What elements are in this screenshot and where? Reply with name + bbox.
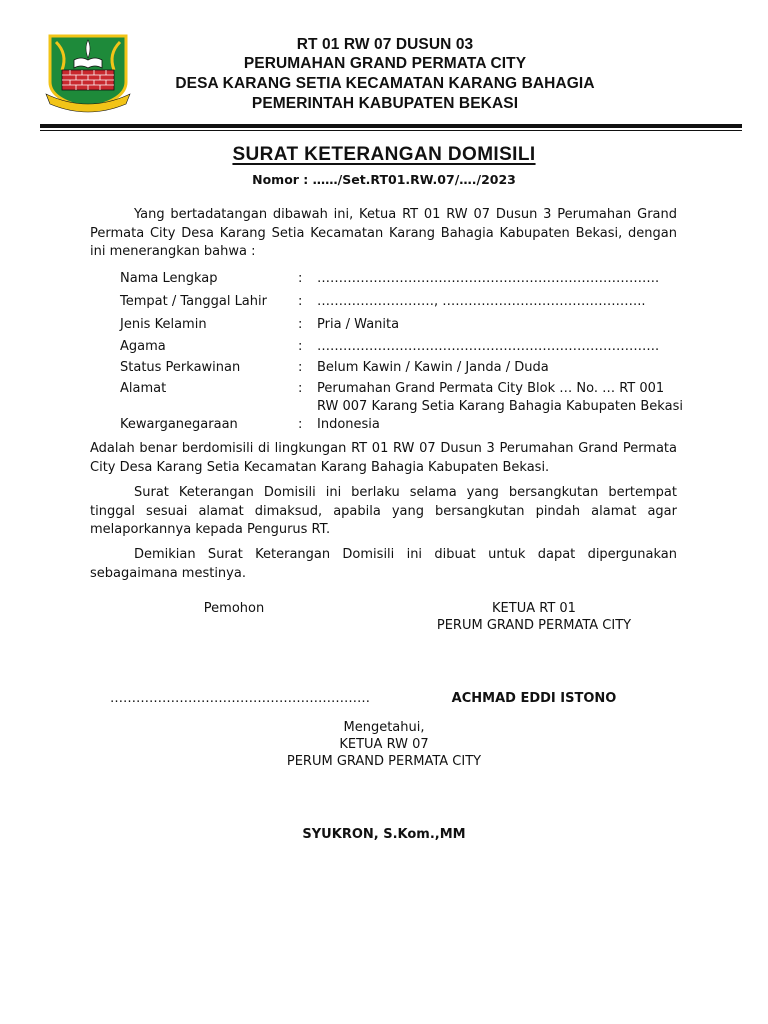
field-colon: : bbox=[298, 381, 303, 396]
document-number: Nomor : ……/Set.RT01.RW.07/…./2023 bbox=[252, 172, 516, 187]
letterhead-divider-thin bbox=[40, 130, 742, 131]
field-value-alamat: Perumahan Grand Permata City Blok … No. … RT 001 RW 007 Karang Setia Karang Bahagia Kabupaten Bekasi bbox=[317, 381, 683, 414]
letterhead-line-rt-rw: RT 01 RW 07 DUSUN 03 bbox=[296, 36, 474, 53]
signature-ketua-rt-org: PERUM GRAND PERMATA CITY bbox=[436, 618, 632, 633]
closing-paragraph: Demikian Surat Keterangan Domisili ini dibuat untuk dapat dipergunakan sebagaimana mestinya. bbox=[90, 547, 677, 581]
field-label-agama: Agama bbox=[120, 339, 166, 354]
field-label-status-perkawinan: Status Perkawinan bbox=[120, 360, 241, 375]
field-colon: : bbox=[298, 271, 303, 286]
field-value-jenis-kelamin: Pria / Wanita bbox=[317, 317, 400, 332]
letterhead-line-perumahan: PERUMAHAN GRAND PERMATA CITY bbox=[243, 55, 527, 72]
field-colon: : bbox=[298, 417, 303, 432]
domicile-statement-paragraph: Adalah benar berdomisili di lingkungan RT 01 RW 07 Dusun 3 Perumahan Grand Permata City Desa Karang Setia Kecamatan Karang Bahagia Kabupaten Bekasi. bbox=[90, 441, 677, 475]
field-label-kewarganegaraan: Kewarganegaraan bbox=[120, 417, 238, 432]
field-value-nama: ……………………………………………………………………. bbox=[317, 271, 660, 286]
field-label-nama: Nama Lengkap bbox=[120, 271, 218, 286]
bekasi-regency-emblem-logo bbox=[44, 30, 132, 114]
field-value-status-perkawinan: Belum Kawin / Kawin / Janda / Duda bbox=[317, 360, 549, 375]
validity-paragraph: Surat Keterangan Domisili ini berlaku selama yang bersangkutan bertempat tinggal sesuai alamat dimaksud, apabila yang bersangkutan pindah alamat agar melaporkannya kepada Pengurus RT. bbox=[90, 485, 677, 537]
signature-ketua-rw-title: KETUA RW 07 bbox=[339, 737, 429, 752]
field-colon: : bbox=[298, 294, 303, 309]
mengetahui-label: Mengetahui, bbox=[343, 720, 425, 735]
field-label-jenis-kelamin: Jenis Kelamin bbox=[120, 317, 207, 332]
field-value-kewarganegaraan: Indonesia bbox=[317, 417, 380, 432]
field-value-agama: ……………………………………………………………………. bbox=[317, 339, 660, 354]
signature-ketua-rt-name: ACHMAD EDDI ISTONO bbox=[451, 691, 617, 706]
letterhead-divider-thick bbox=[40, 124, 742, 128]
letterhead-line-pemerintah: PEMERINTAH KABUPATEN BEKASI bbox=[251, 95, 519, 112]
document-title: SURAT KETERANGAN DOMISILI bbox=[232, 144, 536, 165]
field-colon: : bbox=[298, 339, 303, 354]
signature-ketua-rt-title: KETUA RT 01 bbox=[492, 601, 576, 616]
signature-pemohon-line: …………………………………………………… bbox=[110, 691, 370, 706]
signature-ketua-rw-name: SYUKRON, S.Kom.,MM bbox=[302, 827, 466, 842]
intro-paragraph: Yang bertadatangan dibawah ini, Ketua RT 01 RW 07 Dusun 3 Perumahan Grand Permata City Desa Karang Setia Kecamatan Karang Bahagia Kabupaten Bekasi, dengan ini menerangkan bahwa : bbox=[90, 207, 677, 259]
signature-ketua-rw-org: PERUM GRAND PERMATA CITY bbox=[286, 754, 482, 769]
field-label-alamat: Alamat bbox=[120, 381, 167, 396]
signature-pemohon-label: Pemohon bbox=[203, 601, 265, 616]
field-colon: : bbox=[298, 317, 303, 332]
field-colon: : bbox=[298, 360, 303, 375]
field-value-ttl: ………………………, ……………………………………….. bbox=[317, 294, 646, 309]
field-label-ttl: Tempat / Tanggal Lahir bbox=[120, 294, 267, 309]
letterhead-line-desa: DESA KARANG SETIA KECAMATAN KARANG BAHAGIA bbox=[175, 75, 595, 92]
